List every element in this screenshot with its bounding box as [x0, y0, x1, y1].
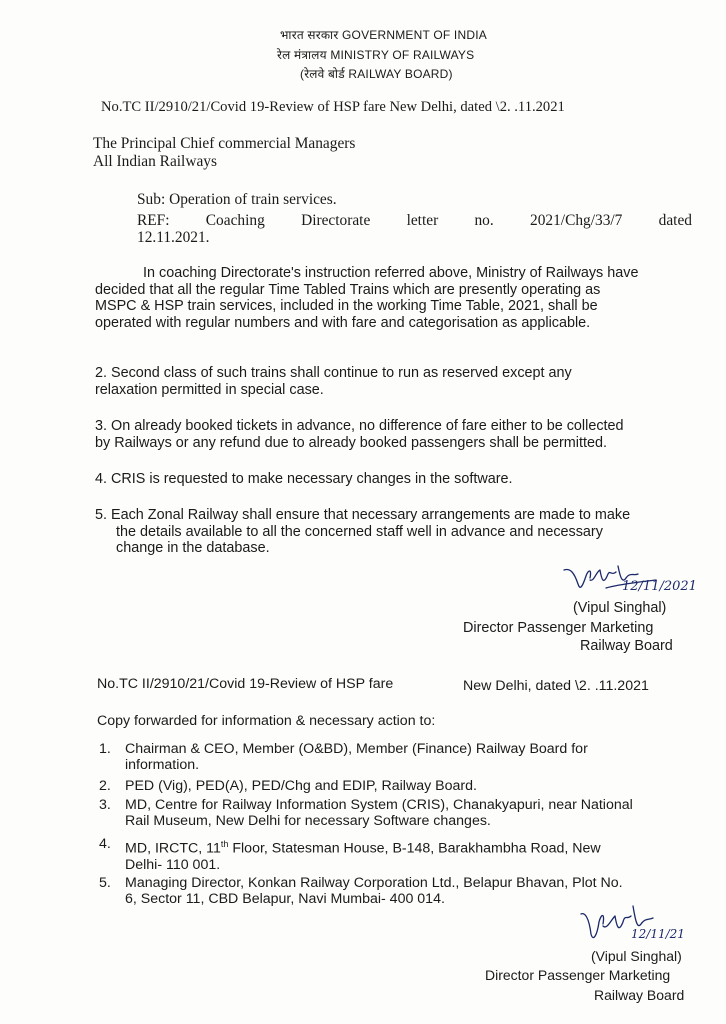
handwritten-signature-2 — [575, 900, 700, 955]
list-text — [125, 875, 623, 907]
list-line: Managing Director, Konkan Railway Corporation Ltd., Belapur Bhavan, Plot No. — [125, 875, 623, 891]
list-line: Delhi- 110 001. — [125, 856, 221, 873]
paragraph-line: relaxation permitted in special case. — [95, 381, 324, 398]
addressee-line-2: All Indian Railways — [93, 153, 217, 170]
paragraph-line: the details available to all the concerned staff well in advance and necessary — [116, 523, 603, 540]
reference-line — [137, 212, 692, 230]
paragraph-line: 2. Second class of such trains shall continue to run as reserved except any — [95, 365, 572, 381]
reference-word: letter — [406, 212, 439, 229]
paragraph-line: In coaching Directorate's instruction referred above, Ministry of Railways have — [143, 265, 639, 281]
paragraph-5 — [95, 507, 692, 557]
signatory-name-1: (Vipul Singhal) — [573, 600, 667, 616]
list-number: 3. — [99, 797, 111, 813]
list-line: MD, Centre for Railway Information System (CRIS), Chanakyapuri, near National — [125, 797, 633, 813]
list-number: 5. — [99, 875, 111, 891]
paragraph-line: by Railways or any refund due to already booked passengers shall be permitted. — [95, 434, 607, 451]
copy-reference-number: No.TC II/2910/21/Covid 19-Review of HSP fare — [97, 676, 394, 692]
list-line: information. — [125, 757, 200, 773]
reference-word: REF: — [137, 212, 170, 229]
copy-reference-date: New Delhi, dated \2. .11.2021 — [463, 678, 649, 694]
paragraph-line: decided that all the regular Time Tabled Trains which are presently operating as — [95, 281, 601, 298]
signature-date-1: 12/11/2021 — [622, 579, 697, 594]
paragraph-1 — [95, 265, 692, 331]
list-text — [125, 741, 588, 773]
paragraph-line: MSPC & HSP train services, included in the working Time Table, 2021, shall be — [95, 298, 598, 315]
signature-date-2: 12/11/21 — [631, 927, 685, 941]
list-number: 2. — [99, 778, 111, 794]
paragraph-line: operated with regular numbers and with fare and categorisation as applicable. — [95, 314, 591, 331]
copy-forwarded-intro: Copy forwarded for information & necessary action to: — [97, 713, 436, 729]
paragraph-3 — [95, 418, 692, 451]
list-line: MD, IRCTC, 11th Floor, Statesman House, B-148, Barakhambha Road, New — [125, 839, 601, 857]
list-text — [125, 778, 477, 794]
reference-word: 2021/Chg/33/7 — [530, 212, 623, 229]
list-line: Rail Museum, New Delhi for necessary Software changes. — [125, 813, 491, 829]
paragraph-line: 5. Each Zonal Railway shall ensure that necessary arrangements are made to make — [95, 507, 631, 523]
signatory-org-2: Railway Board — [594, 987, 685, 1003]
signatory-title-2: Director Passenger Marketing — [485, 967, 671, 983]
list-line: PED (Vig), PED(A), PED/Chg and EDIP, Railway Board. — [125, 778, 477, 794]
addressee-line-1: The Principal Chief commercial Managers — [93, 135, 356, 152]
list-line: 6, Sector 11, CBD Belapur, Navi Mumbai- 400 014. — [125, 891, 445, 907]
letterhead-line-board: (रेलवे बोर्ड RAILWAY BOARD) — [300, 67, 453, 81]
reference-word: dated — [658, 212, 692, 229]
list-number: 1. — [99, 741, 111, 757]
signatory-title-1: Director Passenger Marketing — [463, 620, 654, 636]
list-text — [125, 836, 601, 873]
letter-reference-number: No.TC II/2910/21/Covid 19-Review of HSP fare New Delhi, dated \2. .11.2021 — [101, 99, 565, 115]
letterhead-line-ministry: रेल मंत्रालय MINISTRY OF RAILWAYS — [277, 48, 475, 62]
signatory-org-1: Railway Board — [580, 638, 673, 654]
reference-date: 12.11.2021. — [137, 229, 210, 246]
letterhead-line-government: भारत सरकार GOVERNMENT OF INDIA — [280, 28, 487, 42]
paragraph-2 — [95, 365, 692, 398]
paragraph-line: change in the database. — [116, 540, 270, 557]
signatory-name-2: (Vipul Singhal) — [591, 948, 682, 964]
subject-line: Sub: Operation of train services. — [137, 191, 337, 208]
ordinal-suffix: th — [220, 839, 229, 849]
reference-word: no. — [474, 212, 494, 229]
reference-word: Directorate — [301, 212, 371, 229]
paragraph-line: 3. On already booked tickets in advance, no difference of fare either to be collected — [95, 418, 624, 434]
paragraph-4 — [95, 471, 692, 488]
reference-word: Coaching — [205, 212, 265, 229]
paragraph-line: 4. CRIS is requested to make necessary changes in the software. — [95, 471, 513, 487]
list-text — [125, 797, 633, 829]
list-line: Chairman & CEO, Member (O&BD), Member (Finance) Railway Board for — [125, 741, 588, 757]
list-number: 4. — [99, 836, 111, 852]
